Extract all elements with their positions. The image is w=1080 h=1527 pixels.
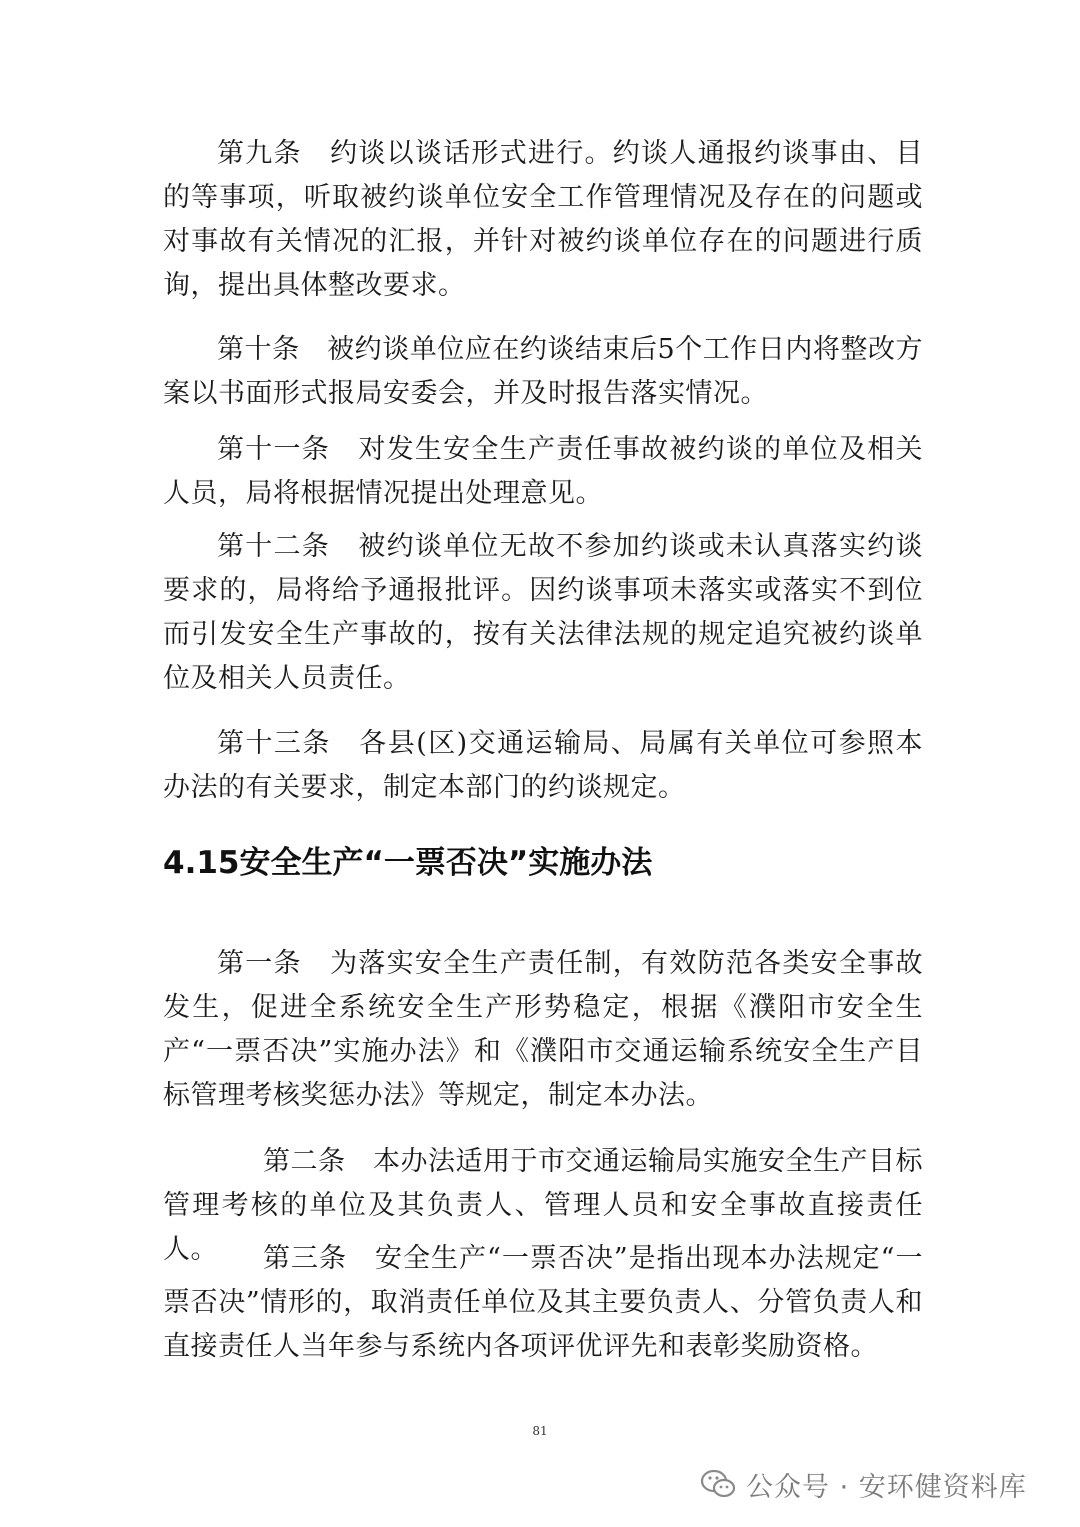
article-10-paragraph: 第十条 被约谈单位应在约谈结束后5个工作日内将整改方案以书面形式报局安委会，并及时报告落实情况。 [163, 334, 923, 409]
wechat-icon [700, 1468, 736, 1500]
watermark [700, 1462, 1027, 1506]
article-11-paragraph: 第十一条 对发生安全生产责任事故被约谈的单位及相关人员，局将根据情况提出处理意见。 [163, 434, 923, 509]
section-article-1-paragraph: 第一条 为落实安全生产责任制，有效防范各类安全事故发生，促进全系统安全生产形势稳定，根据《濮阳市安全生产“一票否决”实施办法》和《濮阳市交通运输系统安全生产目标管理考核奖惩办法》等规定，制定本办法。 [163, 948, 923, 1111]
article-12-paragraph: 第十二条 被约谈单位无故不参加约谈或未认真落实约谈要求的，局将给予通报批评。因约谈事项未落实或落实不到位而引发安全生产事故的，按有关法律法规的规定追究被约谈单位及相关人员责任。 [163, 531, 923, 694]
section-heading: 4.15安全生产“一票否决”实施办法 [163, 845, 653, 881]
watermark-text: 公众号 · 安环健资料库 [746, 1471, 1027, 1503]
section-article-2-paragraph: 第二条 本办法适用于市交通运输局实施安全生产目标管理考核的单位及其负责人、管理人员和安全事故直接责任人。 [163, 1146, 923, 1265]
section-article-3-paragraph: 第三条 安全生产“一票否决”是指出现本办法规定“一票否决”情形的，取消责任单位及其主要负责人、分管负责人和直接责任人当年参与系统内各项评优评先和表彰奖励资格。 [163, 1243, 923, 1362]
page-number: 81 [532, 1424, 548, 1438]
article-13-paragraph: 第十三条 各县(区)交通运输局、局属有关单位可参照本办法的有关要求，制定本部门的约谈规定。 [163, 728, 923, 803]
article-9-paragraph: 第九条 约谈以谈话形式进行。约谈人通报约谈事由、目的等事项，听取被约谈单位安全工作管理情况及存在的问题或对事故有关情况的汇报，并针对被约谈单位存在的问题进行质询，提出具体整改要求。 [163, 138, 923, 301]
